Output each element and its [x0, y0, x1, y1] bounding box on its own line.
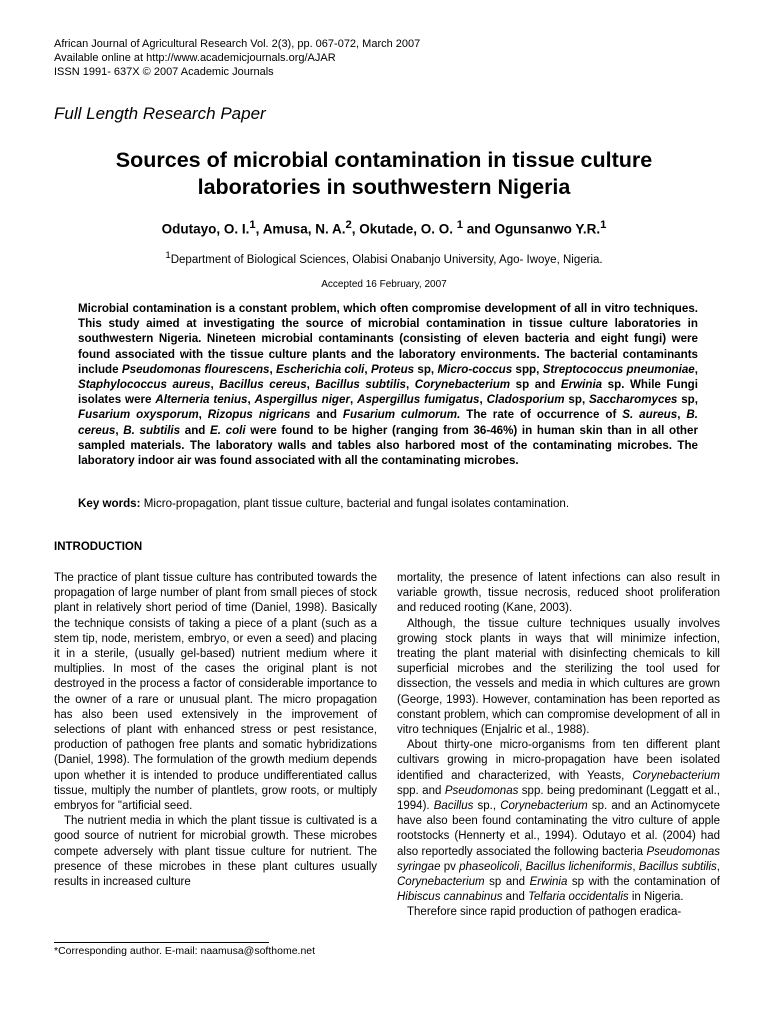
- abstract: Microbial contamination is a constant problem, which often compromise development of all in vitro techniques. This study aimed at investigating the source of microbial contamination in tissue culture laboratories in southwestern Nigeria. Nineteen microbial contaminants (consisting of eleven bacteria and eight fungi) were found associated with the tissue culture plants and the laboratory environments. The bacterial contaminants include Pseudomonas flourescens, Escherichia coli, Proteus sp, Micro-coccus spp, Streptococcus pneumoniae, Staphylococcus aureus, Bacillus cereus, Bacillus subtilis, Corynebacterium sp and Erwinia sp. While Fungi isolates were Alterneria tenius, Aspergillus niger, Aspergillus fumigatus, Cladosporium sp, Saccharomyces sp, Fusarium oxysporum, Rizopus nigricans and Fusarium culmorum. The rate of occurrence of S. aureus, B. cereus, B. subtilis and E. coli were found to be higher (ranging from 36-46%) in human skin than in all other sampled materials. The laboratory walls and tables also harbored most of the contaminating microbes. The laboratory indoor air was found associated with all the contaminating microbes.: [78, 302, 698, 468]
- body-paragraph: Although, the tissue culture techniques usually involves growing stock plants in ways that will minimize infection, treating the plant material with disinfecting chemicals to kill superficial microbes and the sterilizing the tool used for dissection, the vessels and media in which cultures are grown (George, 1993). However, contamination has been reported as constant problem, which can compromise development of all in vitro techniques (Enjalric et al., 1988).: [397, 617, 720, 737]
- journal-header: [54, 37, 420, 79]
- author-affiliation-mark: 2: [345, 219, 352, 231]
- affiliation-text: Department of Biological Sciences, Olabisi Onabanjo University, Ago- Iwoye, Nigeria.: [170, 253, 603, 266]
- author-affiliation-mark: 1: [249, 219, 256, 231]
- body-paragraph: mortality, the presence of latent infections can also result in variable growth, tissue necrosis, reduced shoot proliferation and reduced rooting (Kane, 2003).: [397, 572, 720, 615]
- author-affiliation-mark: 1: [600, 219, 607, 231]
- author-name: Odutayo, O. I.: [161, 221, 250, 237]
- journal-citation: African Journal of Agricultural Research Vol. 2(3), pp. 067-072, March 2007: [54, 38, 421, 50]
- keywords: [78, 497, 698, 510]
- author-separator: ,: [255, 221, 263, 237]
- body-paragraph: The practice of plant tissue culture has contributed towards the propagation of large number of plant from small pieces of stock plant in relatively short period of time (Daniel, 1998). Basically the technique consists of taking a piece of a plant (such as a stem tip, node, meristem, embryo, or even a seed) and placing it in a sterile, (usually gel-based) nutrient medium where it multiplies. In most of the cases the original plant is not destroyed in the process a factor of considerable importance to the owner of a rare or unusual plant. The micro propagation has also been used extensively in the improvement of selections of plant with enhanced stress or pest resistance, production of pathogen free plants and somatic hybridizations (Daniel, 1998). The formulation of the growth medium depends upon whether it is intended to produce undifferentiated callus tissue, multiply the number of plantlets, grow roots, or multiply embryos for "artificial seed.: [54, 572, 377, 813]
- footnote-corresponding-author: *Corresponding author. E-mail: naamusa@softhome.net: [54, 945, 316, 957]
- body-column-right: [397, 571, 720, 921]
- affiliation-mark: 1: [165, 250, 171, 261]
- paper-title: Sources of microbial contamination in tissue culture laboratories in southwestern Nigeria: [115, 148, 653, 199]
- body-column-left: [54, 571, 377, 890]
- section-heading-introduction: INTRODUCTION: [54, 541, 143, 553]
- paper-type: Full Length Research Paper: [54, 104, 266, 123]
- keywords-text: Micro-propagation, plant tissue culture, bacterial and fungal isolates contamination.: [140, 497, 570, 510]
- body-paragraph: Therefore since rapid production of pathogen eradica-: [407, 906, 682, 919]
- author-affiliation-mark: 1: [456, 219, 464, 231]
- footnote-divider: [54, 942, 269, 943]
- author-name: Ogunsanwo Y.R.: [494, 221, 601, 237]
- accepted-date: Accepted 16 February, 2007: [321, 279, 447, 290]
- keywords-label: Key words:: [78, 497, 141, 510]
- journal-url: Available online at http://www.academicjournals.org/AJAR: [54, 52, 336, 64]
- author-list: [60, 219, 708, 237]
- affiliation: [60, 250, 708, 266]
- author-separator: and: [463, 221, 495, 237]
- author-name: Okutade, O. O.: [359, 221, 457, 237]
- author-separator: ,: [351, 221, 360, 237]
- journal-issn: ISSN 1991- 637X © 2007 Academic Journals: [54, 66, 274, 78]
- author-name: Amusa, N. A.: [262, 221, 346, 237]
- body-paragraph: The nutrient media in which the plant tissue is cultivated is a good source of nutrient for microbial growth. These microbes compete adversely with plant tissue culture for nutrient. The presence of these microbes in these plant cultures usually results in increased culture: [54, 815, 377, 889]
- body-paragraph: About thirty-one micro-organisms from ten different plant cultivars growing in micro-propagation have been isolated identified and characterized, with Yeasts, Corynebacterium spp. and Pseudomonas spp. being predominant (Leggatt et al., 1994). Bacillus sp., Corynebacterium sp. and an Actinomycete have also been found contaminating the vitro culture of apple rootstocks (Hennerty et al., 1994). Odutayo et al. (2004) had also reportedly associated the following bacteria Pseudomonas syringae pv phaseolicoli, Bacillus licheniformis, Bacillus subtilis, Corynebacterium sp and Erwinia sp with the contamination of Hibiscus cannabinus and Telfaria occidentalis in Nigeria.: [397, 739, 721, 904]
